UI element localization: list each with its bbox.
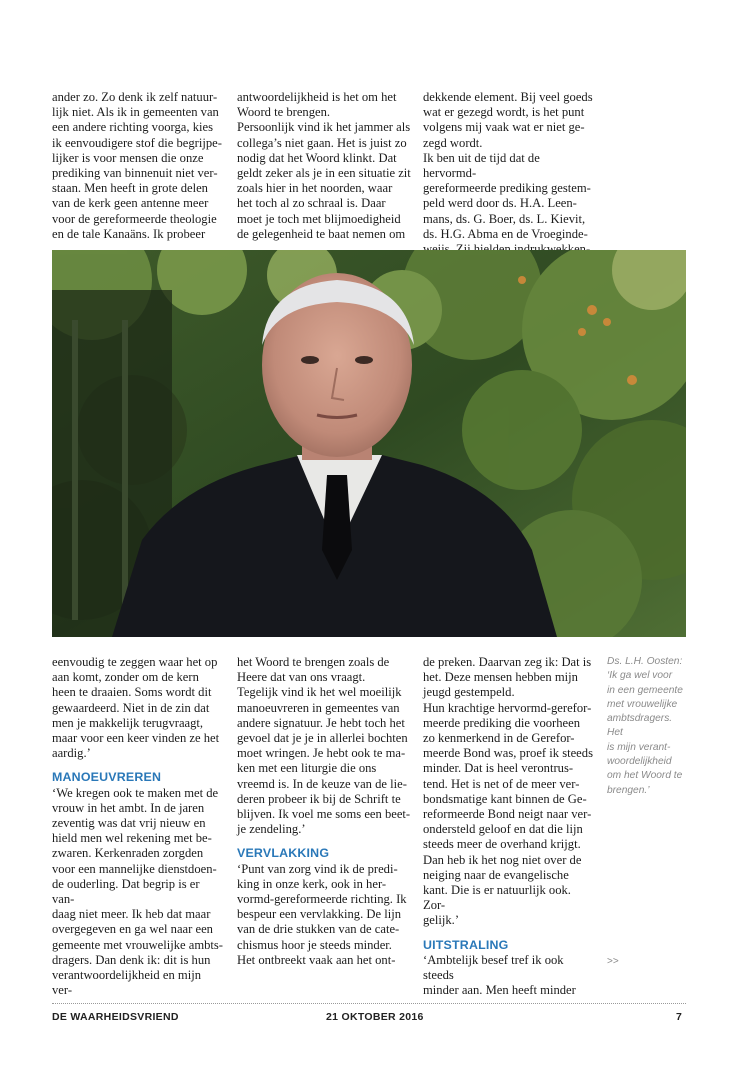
text-line: overgegeven en ga wel naar een bbox=[52, 922, 213, 937]
section-heading-vervlakking: VERVLAKKING bbox=[237, 846, 330, 861]
continue-marker: >> bbox=[607, 956, 619, 967]
text-line: zo kenmerkend in de Gerefor- bbox=[423, 731, 575, 746]
text-line: minder. Dat is heel verontrus- bbox=[423, 761, 574, 776]
text-line: hield men wel rekening met be- bbox=[52, 831, 212, 846]
text-line: Ik ben uit de tijd dat de hervormd- bbox=[423, 150, 540, 181]
article-top-column-3 bbox=[423, 90, 595, 257]
text-line: zegd wordt. bbox=[423, 135, 483, 150]
text-line: de gelegenheid te baat nemen om bbox=[237, 226, 406, 241]
text-line: vreemd is. In de keuze van de lie- bbox=[237, 776, 407, 791]
footer-divider bbox=[52, 1003, 686, 1004]
paragraph bbox=[52, 786, 224, 999]
text-line: gelijk.’ bbox=[423, 913, 460, 928]
text-line: wat er gezegd wordt, is het punt bbox=[423, 105, 585, 120]
footer-publication: DE WAARHEIDSVRIEND bbox=[52, 1011, 179, 1023]
text-line: minder aan. Men heeft minder bbox=[423, 983, 576, 998]
text-line: het Woord te brengen zoals de bbox=[237, 655, 390, 669]
text-line: dekkende element. Bij veel goeds bbox=[423, 90, 593, 104]
text-line: Heere dat van ons vraagt. bbox=[237, 670, 366, 685]
article-bottom-column-3 bbox=[423, 655, 595, 998]
text-line: kant. Die is er natuurlijk ook. Zor- bbox=[423, 883, 571, 913]
text-line: in een gemeente bbox=[607, 684, 683, 696]
text-line: meerde prediking die voorheen bbox=[423, 715, 581, 730]
text-line: ‘Ambtelijk besef tref ik ook steeds bbox=[423, 952, 564, 983]
text-line: ambtsdragers. Het bbox=[607, 713, 673, 739]
text-line: ‘We kregen ook te maken met de bbox=[52, 785, 219, 800]
text-line: Hun krachtige hervormd-gerefor- bbox=[423, 700, 592, 715]
text-line: Dan heb ik het nog niet over de bbox=[423, 852, 582, 867]
text-line: heen te draaien. Soms wordt dit bbox=[52, 685, 212, 700]
text-line: Het ontbreekt vaak aan het ont- bbox=[237, 952, 396, 967]
text-line: het toch al zo schraal is. Daar bbox=[237, 196, 386, 211]
paragraph bbox=[423, 953, 595, 999]
text-line: en de tale Kanaäns. Ik probeer bbox=[52, 226, 206, 241]
text-line: lijker is voor mensen die onze bbox=[52, 150, 204, 165]
text-line: king in onze kerk, ook in her- bbox=[237, 876, 387, 891]
text-line: de ouderling. Dat begrip is er van- bbox=[52, 876, 200, 907]
text-line: aardig.’ bbox=[52, 746, 91, 761]
text-line: lijk niet. Als ik in gemeenten van bbox=[52, 105, 219, 120]
text-line: een andere richting voorga, kies bbox=[52, 120, 213, 135]
article-top-column-2 bbox=[237, 90, 411, 242]
text-line: Ds. L.H. Oosten: bbox=[607, 656, 683, 667]
text-line: zoals hier in het noorden, waar bbox=[237, 181, 393, 196]
footer-page-number: 7 bbox=[676, 1011, 683, 1023]
text-line: gemeente met vrouwelijke ambts- bbox=[52, 937, 224, 952]
text-line: neiging naar de evangelische bbox=[423, 867, 569, 882]
photo-caption bbox=[607, 655, 689, 798]
paragraph bbox=[52, 655, 224, 761]
text-line: Tegelijk vind ik het wel moeilijk bbox=[237, 685, 402, 700]
text-line: zeventig was dat vrij nieuw en bbox=[52, 816, 206, 831]
text-line: manoeuvreren in gemeentes van bbox=[237, 700, 400, 715]
article-bottom-column-1 bbox=[52, 655, 224, 998]
text-line: tend. Het is net of de meer ver- bbox=[423, 776, 580, 791]
paragraph bbox=[237, 862, 411, 968]
section-heading-manoeuvreren: MANOEUVREREN bbox=[52, 770, 162, 785]
text-line: maar voor een keer vinden ze het bbox=[52, 731, 220, 746]
text-line: ds. H.G. Abma en de Vroeginde- bbox=[423, 226, 588, 241]
article-top-column-1 bbox=[52, 90, 224, 242]
text-line: vrouw in het ambt. In de jaren bbox=[52, 800, 205, 815]
text-line: peld werd door ds. H.A. Leen- bbox=[423, 196, 577, 211]
footer-date: 21 OKTOBER 2016 bbox=[326, 1011, 424, 1023]
paragraph bbox=[423, 655, 595, 929]
text-line: prediking van binnenuit niet ver- bbox=[52, 166, 218, 181]
portrait-photo bbox=[52, 250, 686, 637]
text-line: voor de gereformeerde theologie bbox=[52, 211, 217, 226]
text-line: ik eenvoudigere stof die begrijpe- bbox=[52, 135, 222, 150]
text-line: andere signatuur. Je hebt toch het bbox=[237, 715, 405, 730]
text-line: mans, ds. G. Boer, ds. L. Kievit, bbox=[423, 211, 586, 226]
text-line: indrukwekken- bbox=[513, 242, 591, 257]
text-line: Persoonlijk vind ik het jammer als bbox=[237, 120, 411, 135]
text-line: om het Woord te bbox=[607, 770, 683, 782]
text-line: geldt zeker als je in een situatie zit bbox=[237, 166, 411, 181]
text-line: aan komt, zonder om de kern bbox=[52, 670, 199, 685]
text-line: ondersteld geloof en dat die lijn bbox=[423, 822, 583, 837]
text-line: volgens mij vaak wat er niet ge- bbox=[423, 120, 585, 135]
text-line: reformeerde Bond neigt naar ver- bbox=[423, 807, 592, 822]
section-heading-uitstraling: UITSTRALING bbox=[423, 937, 509, 952]
text-line: zwaren. Kerkenraden zorgden bbox=[52, 846, 204, 861]
text-line: bespeur een vervlakking. De lijn bbox=[237, 907, 402, 922]
text-line: nodig dat het Woord klinkt. Dat bbox=[237, 150, 397, 165]
text-line: blijven. Ik voel me soms een beet- bbox=[237, 807, 411, 822]
text-line: met vrouwelijke bbox=[607, 698, 678, 710]
text-line: ander zo. Zo denk ik zelf natuur- bbox=[52, 90, 218, 104]
text-line: steeds meer de overhand krijgt. bbox=[423, 837, 581, 852]
text-line: ken met een liturgie die ons bbox=[237, 761, 377, 776]
text-line: gereformeerde prediking gestem- bbox=[423, 181, 591, 196]
text-line: je zendeling.’ bbox=[237, 822, 306, 837]
text-line: woordelijkheid bbox=[607, 756, 672, 768]
text-line: chismus hoor je steeds minder. bbox=[237, 937, 392, 952]
text-line: dragers. Dan denk ik: dit is hun bbox=[52, 952, 211, 967]
text-line: moet wringen. Je hebt ook te ma- bbox=[237, 746, 406, 761]
text-line: ‘Punt van zorg vind ik de predi- bbox=[237, 861, 398, 876]
text-line: men je makkelijk terugvraagt, bbox=[52, 715, 204, 730]
text-line: Woord te brengen. bbox=[237, 105, 331, 120]
text-line: van de kerk geen antenne meer bbox=[52, 196, 209, 211]
text-line: deren probeer ik bij de Schrift te bbox=[237, 791, 401, 806]
text-line: van de drie stukken van de cate- bbox=[237, 922, 400, 937]
text-line: antwoordelijkheid is het om het bbox=[237, 90, 397, 104]
text-line: voor een mannelijke dienstdoen- bbox=[52, 861, 217, 876]
text-line: gevoel dat je je in allerlei bochten bbox=[237, 731, 408, 746]
text-line: het. Deze mensen hebben mijn bbox=[423, 670, 578, 685]
text-line: meerde Bond was, proef ik steeds bbox=[423, 746, 593, 761]
text-line: gewaardeerd. Niet in de zin dat bbox=[52, 700, 210, 715]
text-line: bondsmatige kant binnen de Ge- bbox=[423, 791, 587, 806]
text-line: jeugd gestempeld. bbox=[423, 685, 515, 700]
paragraph bbox=[237, 655, 411, 837]
text-line: staan. Men heeft in grote delen bbox=[52, 181, 208, 196]
article-bottom-column-2 bbox=[237, 655, 411, 968]
text-line: brengen.’ bbox=[607, 784, 650, 796]
text-line: daag niet meer. Ik heb dat maar bbox=[52, 907, 211, 922]
text-line: vormd-gereformeerde richting. Ik bbox=[237, 892, 407, 907]
text-line: collega’s niet gaan. Het is juist zo bbox=[237, 135, 407, 150]
text-line: is mijn verant- bbox=[607, 741, 671, 753]
text-line: eenvoudig te zeggen waar het op bbox=[52, 655, 218, 669]
text-line: ‘Ik ga wel voor bbox=[607, 670, 673, 682]
text-line: de preken. Daarvan zeg ik: Dat is bbox=[423, 655, 592, 669]
text-line: moet je toch met blijmoedigheid bbox=[237, 211, 401, 226]
text-line: verantwoordelijkheid en mijn ver- bbox=[52, 968, 201, 998]
